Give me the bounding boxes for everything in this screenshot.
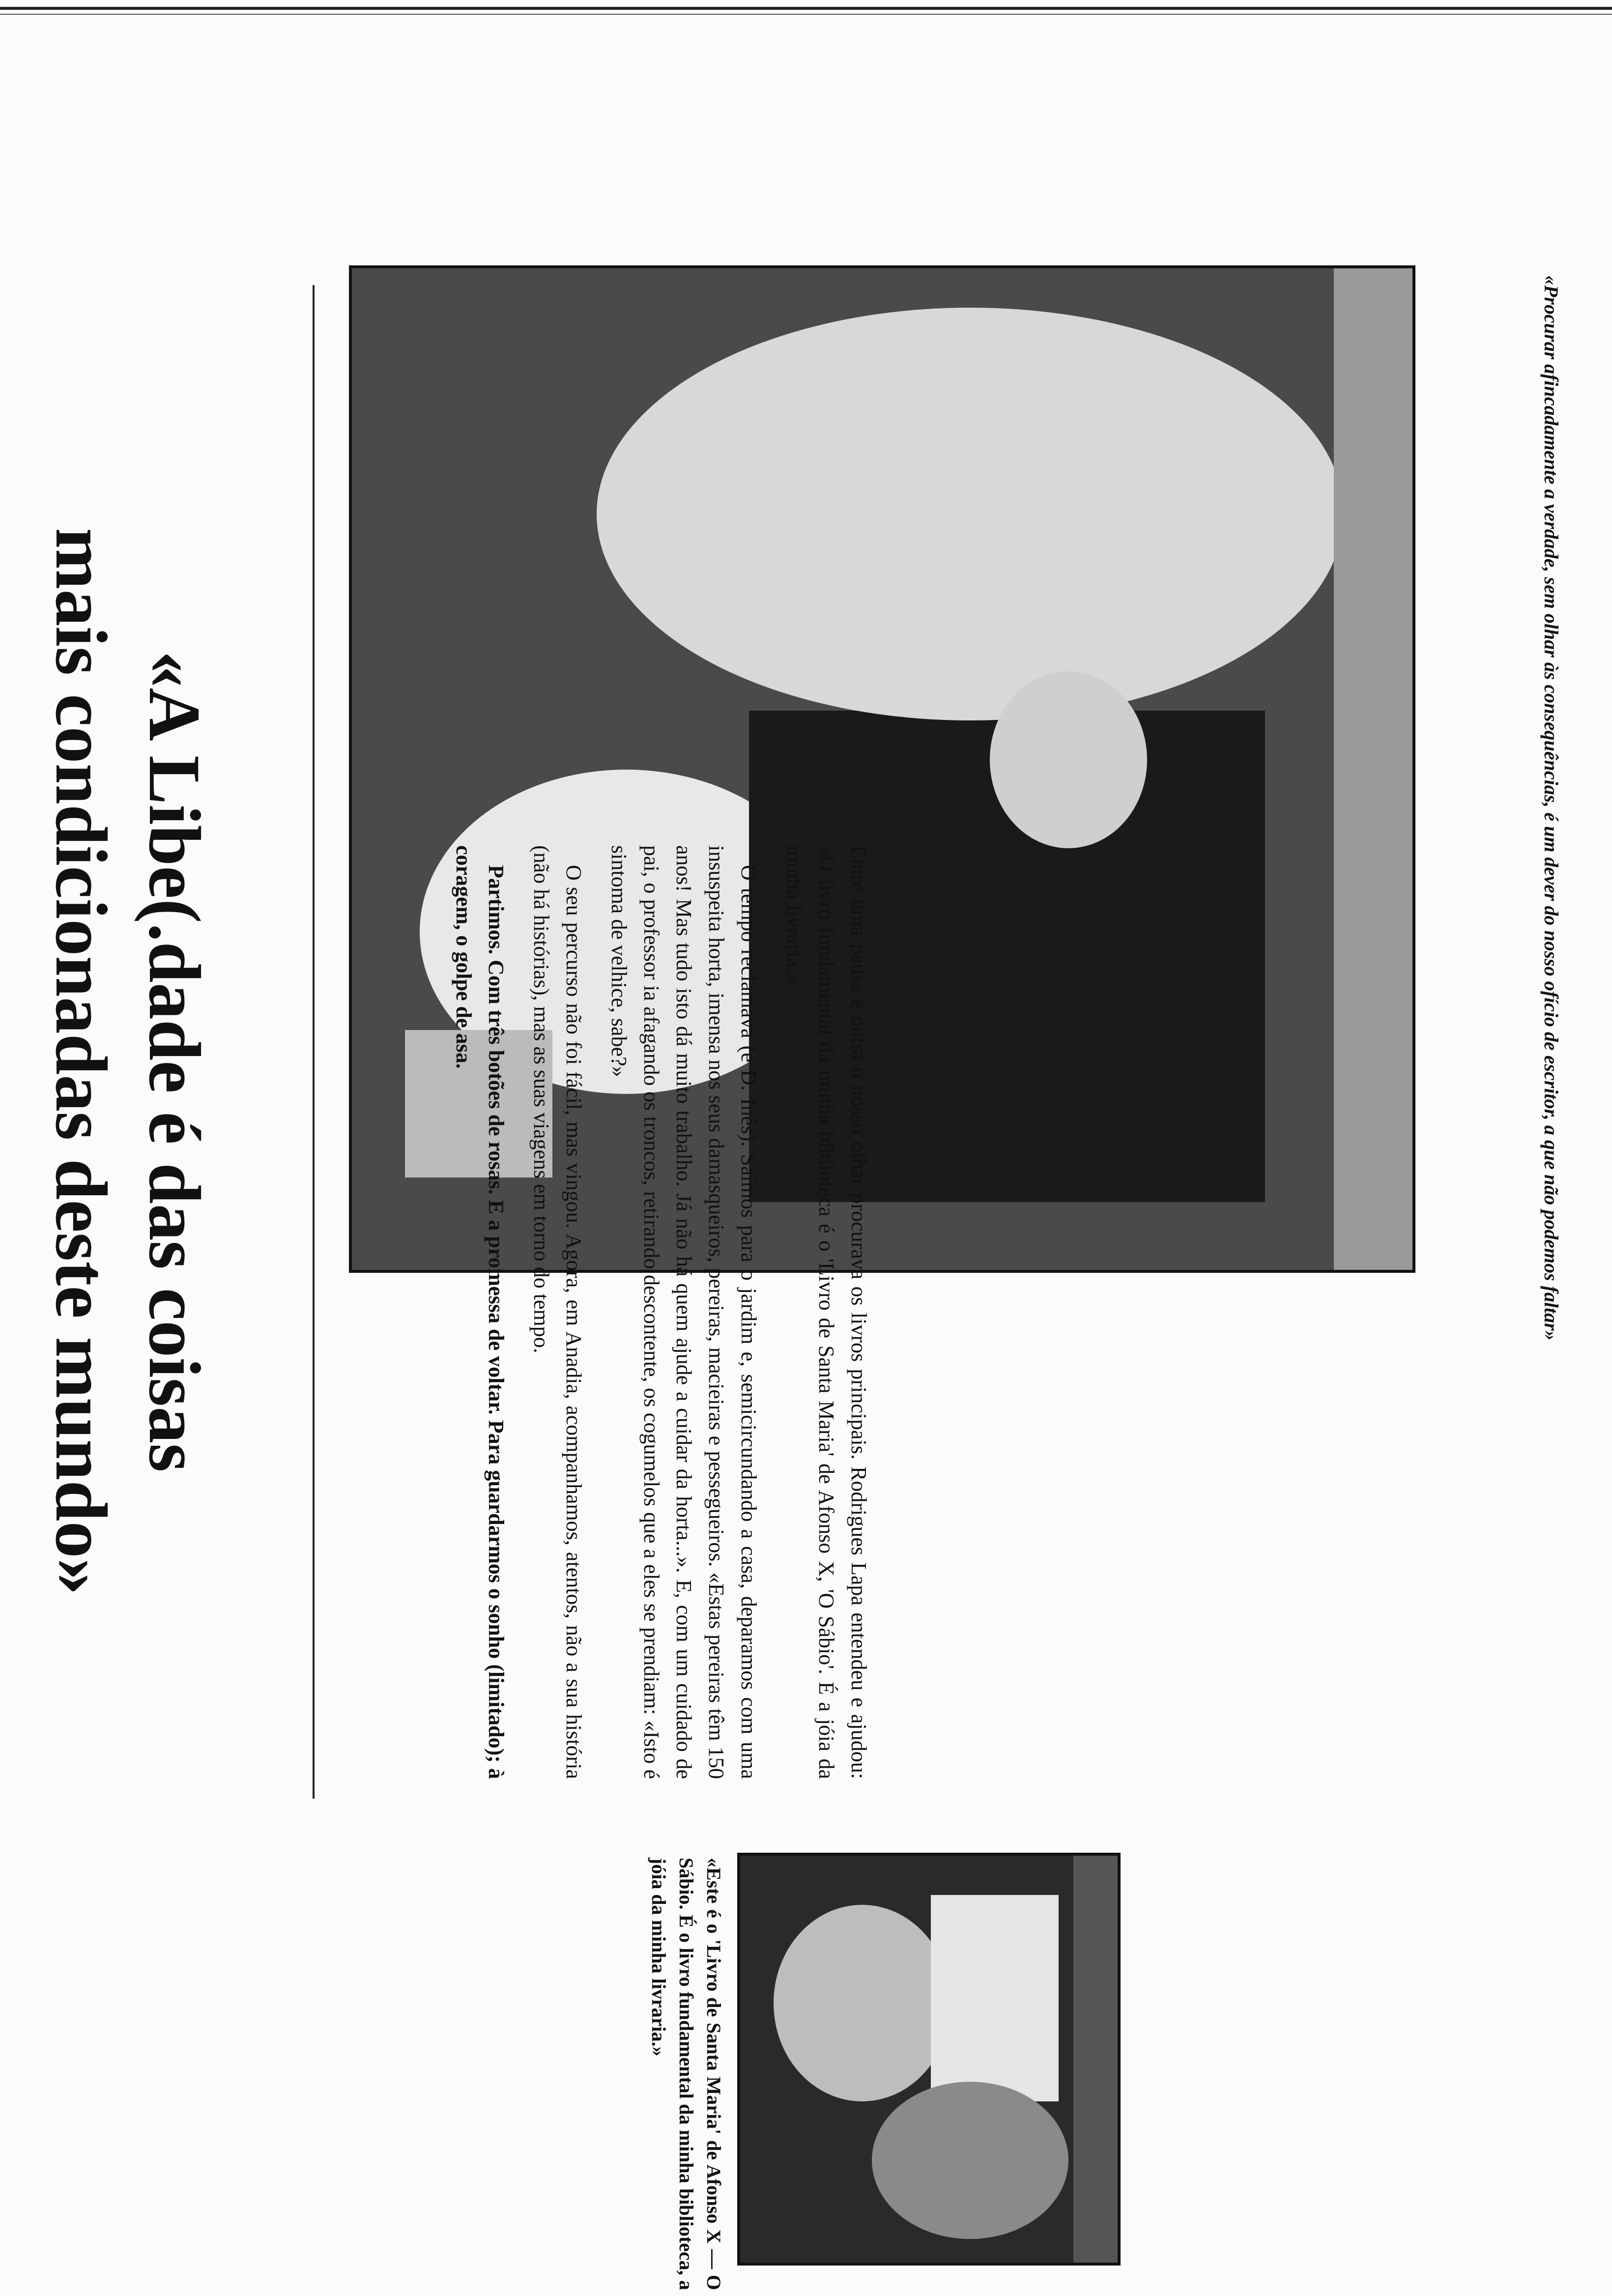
body-paragraph-3: O seu percurso não foi fácil, mas vingou. Agora, em Anadia, acompanhamos, atentos, não a sua história (não há histórias), mas as suas viagens em torno do tempo. xyxy=(529,845,586,1779)
headline-line-1: «A Libe(.dade é das coisas xyxy=(134,651,215,1472)
book-photo-icon xyxy=(739,1856,1118,2264)
body-paragraph-1: Entre uma pausa e outra o nosso olhar procurava os livros principais. Rodrigues Lapa entendeu e ajudou: «O livro fundamental da minha biblioteca é o 'Livro de Santa Maria' de Afonso X, 'O Sábio'. É a jóia da minha livraria.» xyxy=(782,845,871,1779)
headline-line-2: mais condicionadas deste mundo» xyxy=(40,528,122,1595)
headline-rule xyxy=(313,285,315,1799)
body-paragraph-4: Partimos. Com três botões de rosas. E a promessa de voltar. Para guardarmos o sonho (limitado); à coragem, o golpe de asa. xyxy=(452,845,508,1779)
article-body xyxy=(434,845,875,1779)
main-photo-caption: «Procurar afincadamente a verdade, sem olhar às consequências, é um dever do nosso ofício de escritor, a que não podemos faltar» xyxy=(1540,275,1562,1341)
book-photo-caption: «Este é o 'Livro de Santa Maria' de Afonso X — O Sábio. É o livro fundamental da minha biblioteca, a jóia da minha livraria.» xyxy=(648,1858,725,2290)
book-photo xyxy=(737,1853,1121,2266)
body-paragraph-2: O tempo reclamava (e D. Inês). Saímos para o jardim e, semicircundando a casa, deparamos com uma insuspeita horta, imensa nos seus damasqueiros, pereiras, macieiras e pessegueiros. «Estas pereiras têm 150 anos! Mas tudo isto dá muito trabalho. Já não há quem ajude a cuidar da horta...». E, com um cuidado de pai, o professor ia afagando os troncos, retirando descontente, os cogumelos que a eles se prendiam: «Isto é sintoma de velhice, sabe?» xyxy=(607,845,761,1779)
article-headline xyxy=(34,275,221,1848)
